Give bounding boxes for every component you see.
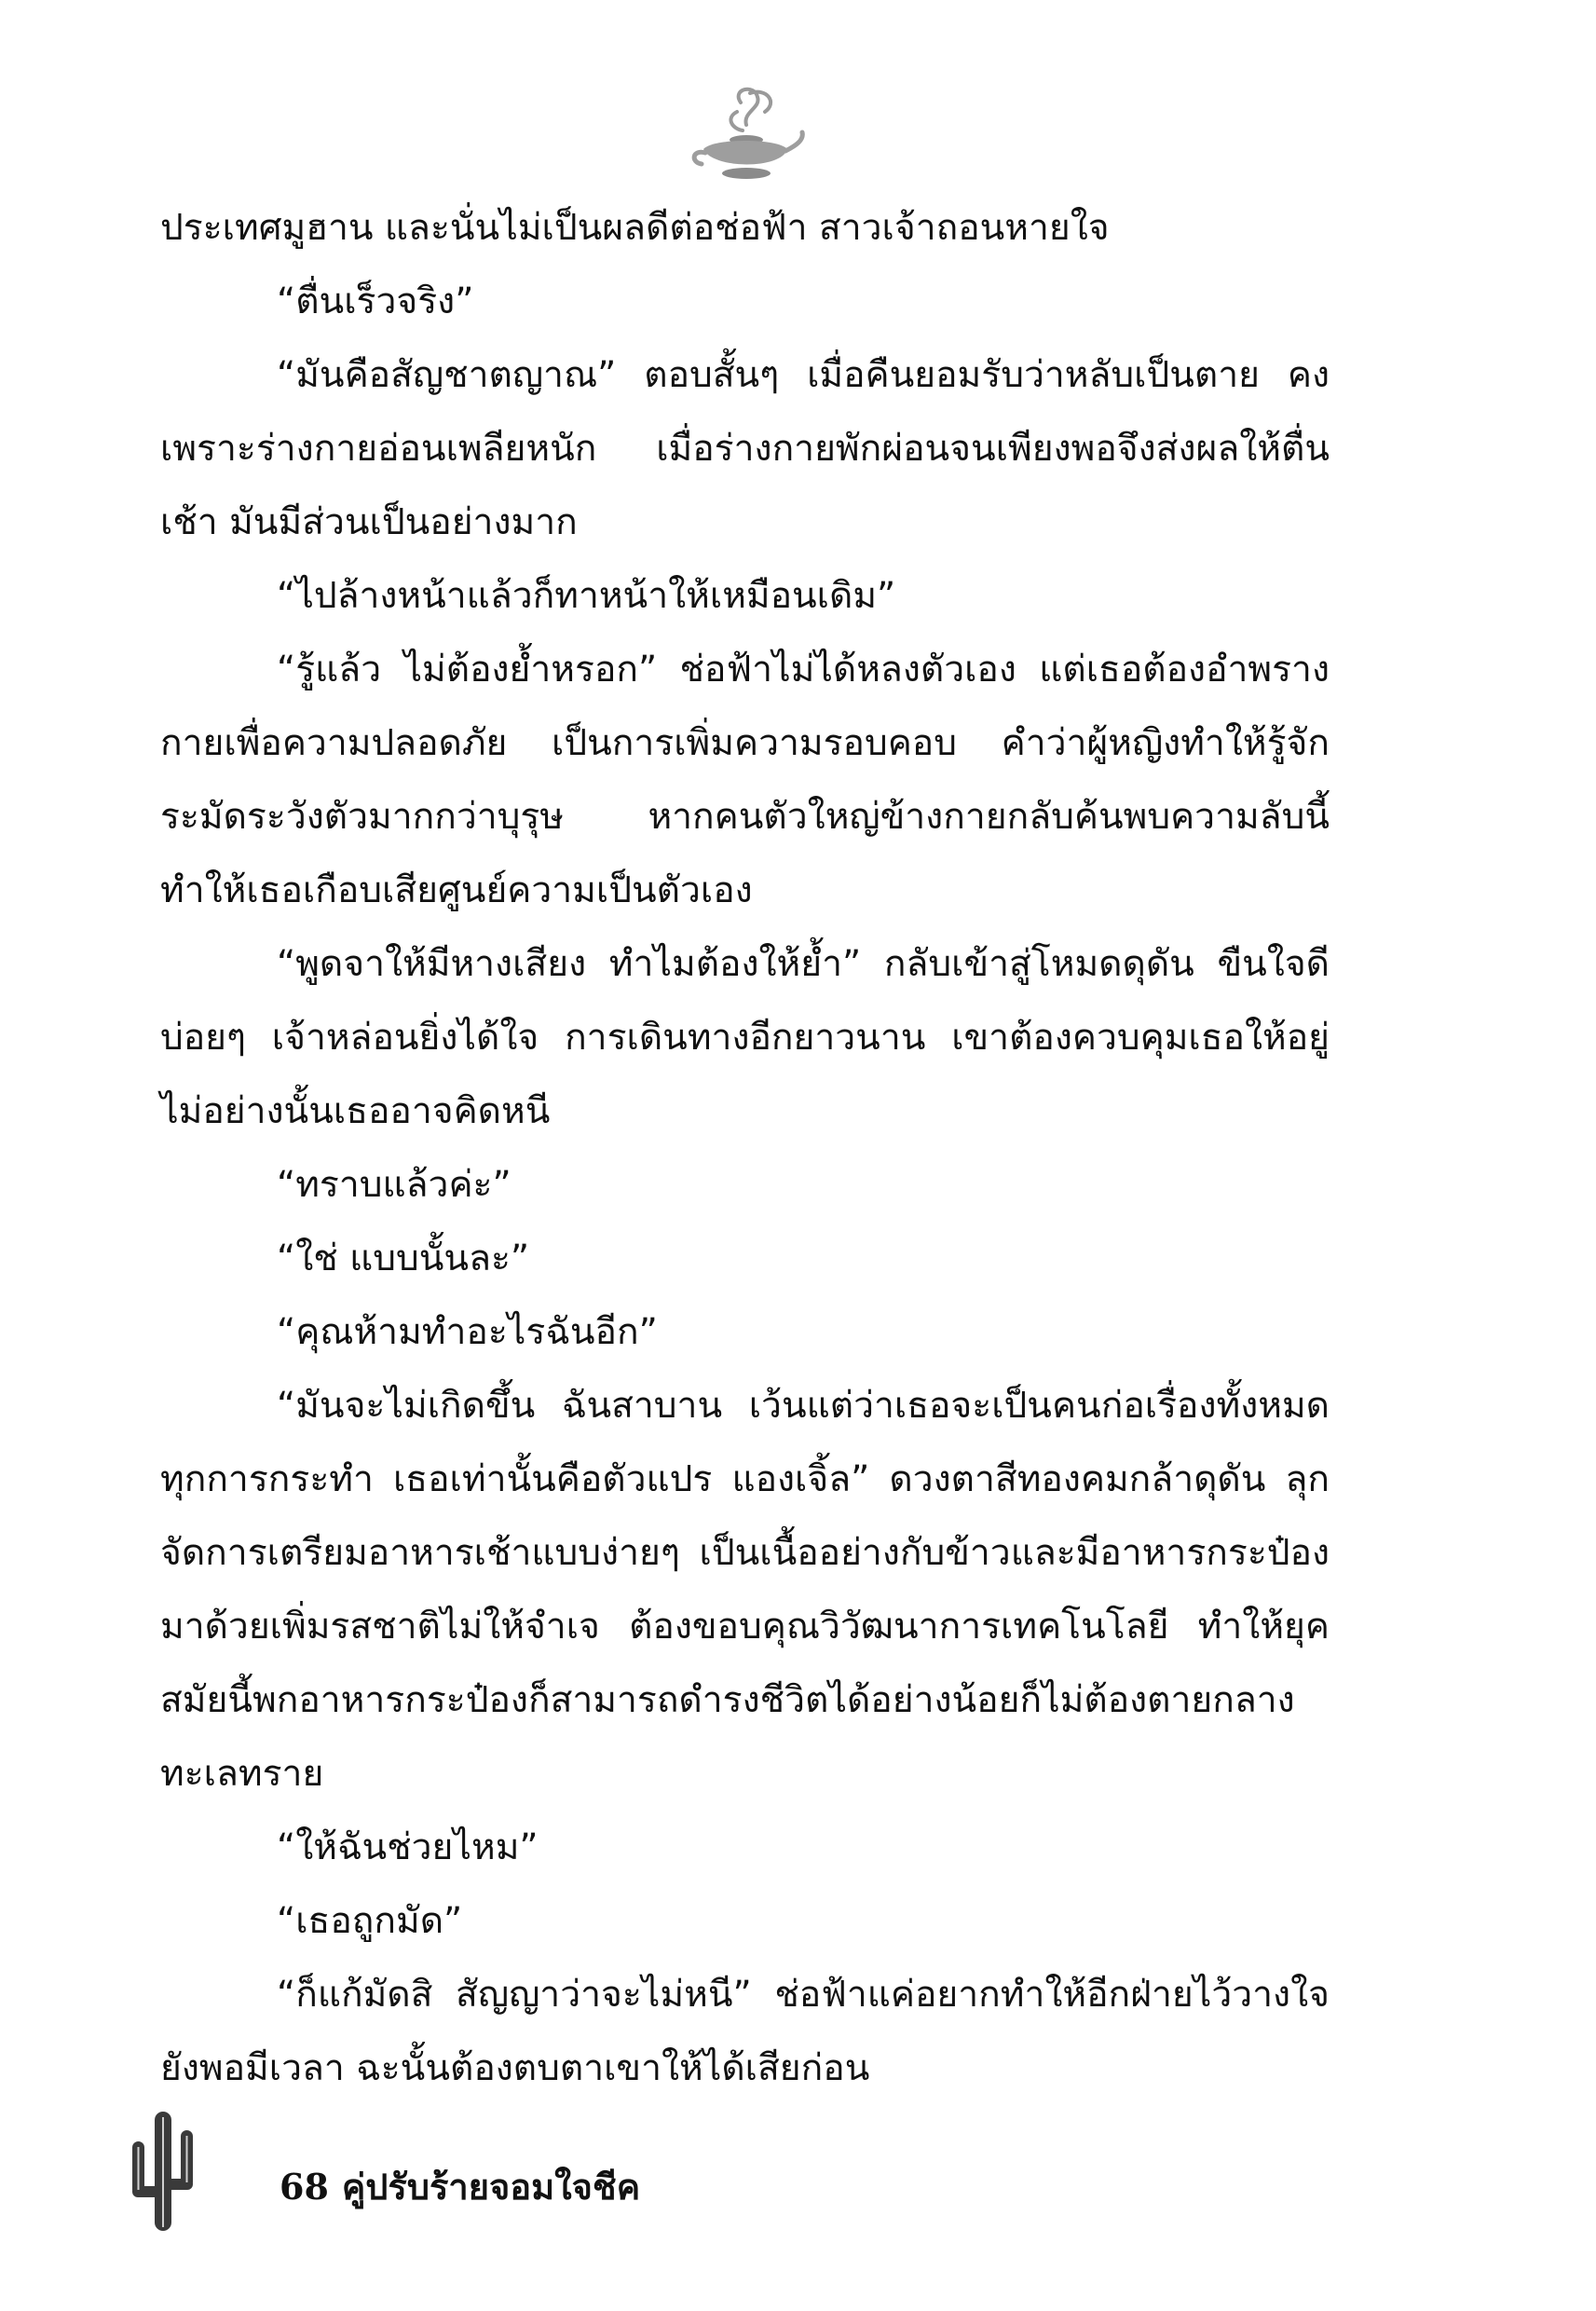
- genie-lamp-icon: [685, 84, 806, 186]
- page-number: 68: [280, 2166, 329, 2208]
- paragraph: “พูดจาให้มีหางเสียง ทำไมต้องให้ย้ำ” กลับเข้าสู่โหมดดุดัน ขืนใจดีบ่อยๆ เจ้าหล่อนยิ่งได้ใจ การเดินทางอีกยาวนาน เขาต้องควบคุมเธอให้อยู่ ไม่อย่างนั้นเธออาจคิดหนี: [160, 943, 1330, 1132]
- book-title: คู่ปรับร้ายจอมใจชีค: [341, 2166, 641, 2208]
- paragraph: ประเทศมูฮาน และนั่นไม่เป็นผลดีต่อช่อฟ้า สาวเจ้าถอนหายใจ: [160, 207, 1110, 249]
- cactus-icon: [121, 2104, 205, 2235]
- footer-caption: [280, 2158, 653, 2215]
- paragraph: “ก็แก้มัดสิ สัญญาว่าจะไม่หนี” ช่อฟ้าแค่อยากทำให้อีกฝ่ายไว้วางใจ ยังพอมีเวลา ฉะนั้นต้องตบตาเขาให้ได้เสียก่อน: [160, 1974, 1330, 2089]
- paragraph: “ให้ฉันช่วยไหม”: [277, 1826, 539, 1868]
- paragraph: “คุณห้ามทำอะไรฉันอีก”: [277, 1311, 658, 1353]
- body-text: [160, 191, 1330, 2105]
- page-footer: [121, 2104, 866, 2235]
- paragraph: “ทราบแล้วค่ะ”: [277, 1164, 512, 1206]
- paragraph: “ใช่ แบบนั้นละ”: [277, 1238, 530, 1279]
- paragraph: “มันคือสัญชาตญาณ” ตอบสั้นๆ เมื่อคืนยอมรับว่าหลับเป็นตาย คงเพราะร่างกายอ่อนเพลียหนัก เมื่อร่างกายพักผ่อนจนเพียงพอจึงส่งผลให้ตื่นเช้า มันมีส่วนเป็นอย่างมาก: [160, 354, 1330, 543]
- paragraph: “รู้แล้ว ไม่ต้องย้ำหรอก” ช่อฟ้าไม่ได้หลงตัวเอง แต่เธอต้องอำพรางกายเพื่อความปลอดภัย เป็นการเพิ่มความรอบคอบ คำว่าผู้หญิงทำให้รู้จักระมัดระวังตัวมากกว่าบุรุษ หากคนตัวใหญ่ข้างกายกลับค้นพบความลับนี้ ทำให้เธอเกือบเสียศูนย์ความเป็นตัวเอง: [160, 649, 1330, 911]
- paragraph: “ไปล้างหน้าแล้วก็ทาหน้าให้เหมือนเดิม”: [277, 575, 896, 617]
- paragraph: “ตื่นเร็วจริง”: [277, 280, 474, 322]
- paragraph: “เธอถูกมัด”: [277, 1900, 463, 1942]
- paragraph: “มันจะไม่เกิดขึ้น ฉันสาบาน เว้นแต่ว่าเธอจะเป็นคนก่อเรื่องทั้งหมดทุกการกระทำ เธอเท่านั้นคือตัวแปร แองเจิ้ล” ดวงตาสีทองคมกล้าดุดัน ลุกจัดการเตรียมอาหารเช้าแบบง่ายๆ เป็นเนื้ออย่างกับข้าวและมีอาหารกระป๋องมาด้วยเพิ่มรสชาติไม่ให้จำเจ ต้องขอบคุณวิวัฒนาการเทคโนโลยี ทำให้ยุคสมัยนี้พกอาหารกระป๋องก็สามารถดำรงชีวิตได้อย่างน้อยก็ไม่ต้องตายกลางทะเลทราย: [160, 1385, 1330, 1795]
